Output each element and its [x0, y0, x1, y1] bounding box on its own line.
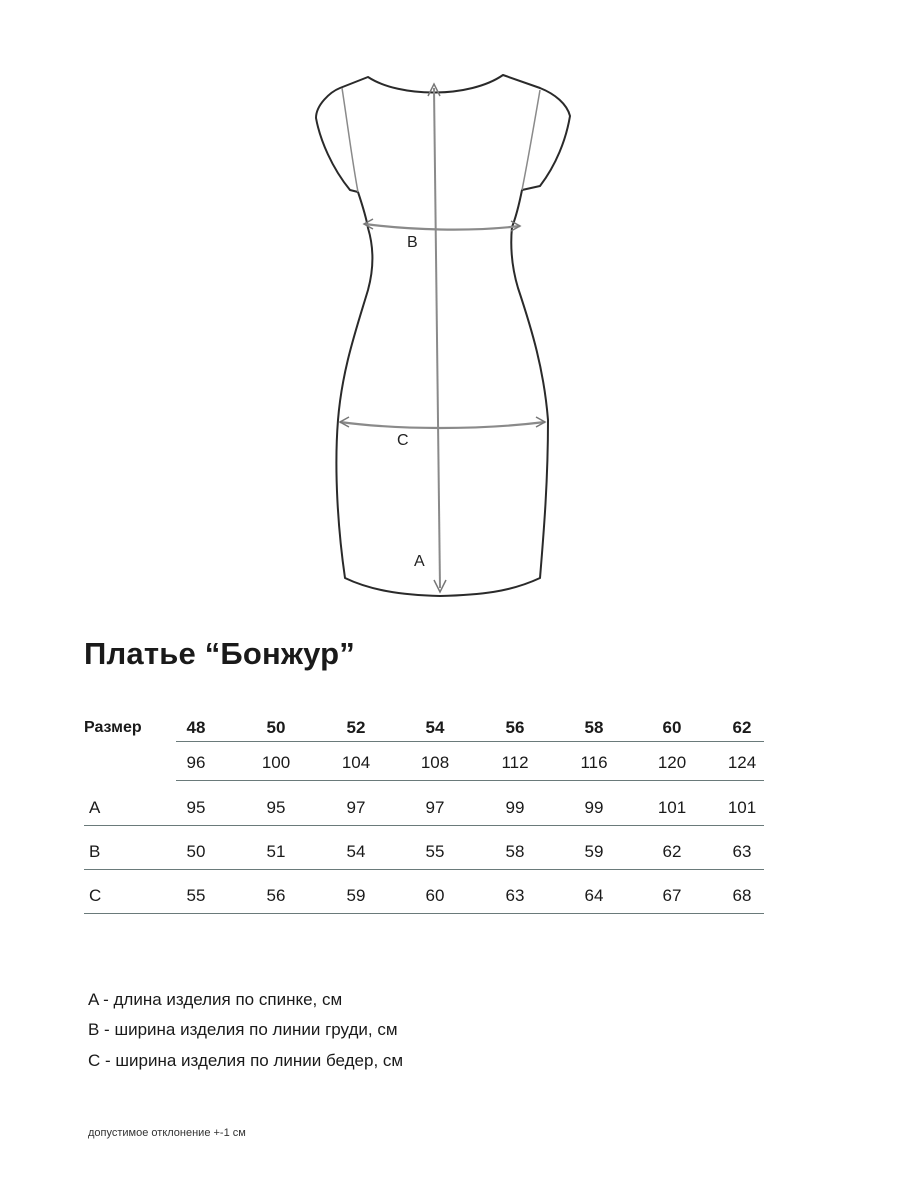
value-cell: 54 [346, 842, 366, 861]
value-cell: 101 [657, 798, 687, 817]
right-sleeve-seam [522, 90, 540, 190]
value-cell: 97 [346, 798, 366, 817]
divider [84, 825, 764, 826]
value-cell: 50 [186, 842, 206, 861]
measure-c-line [340, 422, 545, 428]
table-row-a [84, 786, 774, 830]
row-label-b: B [89, 842, 101, 861]
value-cell: 56 [266, 886, 286, 905]
divider [84, 913, 764, 914]
value-cell: 60 [425, 886, 445, 905]
measure-b-line [365, 224, 520, 230]
row-label-c: C [89, 886, 102, 905]
table-row [84, 741, 774, 785]
value-cell: 95 [186, 798, 206, 817]
size-cell: 58 [584, 718, 604, 737]
value-cell: 68 [732, 886, 752, 905]
value-cell: 67 [662, 886, 682, 905]
value-cell: 59 [584, 842, 604, 861]
label-c: C [397, 432, 409, 449]
value-cell: 58 [505, 842, 525, 861]
measure-a-line [434, 88, 440, 588]
size-cell: 52 [346, 718, 366, 737]
size-cell: 56 [505, 718, 525, 737]
legend-a: A - длина изделия по спинке, см [88, 990, 343, 1009]
value-cell: 64 [584, 886, 604, 905]
size-cell: 50 [266, 718, 286, 737]
left-sleeve-seam [342, 88, 358, 192]
bust-cell: 116 [580, 753, 608, 772]
value-cell: 62 [662, 842, 682, 861]
bust-cell: 108 [420, 753, 450, 772]
bust-cell: 100 [261, 753, 291, 772]
tolerance-note: допустимое отклонение +-1 см [88, 1127, 246, 1139]
bust-cell: 112 [501, 753, 529, 772]
label-b: B [407, 234, 418, 251]
divider [176, 780, 764, 781]
page-title: Платье “Бонжур” [84, 636, 355, 671]
value-cell: 99 [584, 798, 604, 817]
value-cell: 101 [727, 798, 757, 817]
dress-outline [316, 75, 570, 596]
size-cell: 48 [186, 718, 206, 737]
value-cell: 55 [425, 842, 445, 861]
label-a: A [414, 553, 425, 570]
value-cell: 59 [346, 886, 366, 905]
value-cell: 51 [266, 842, 286, 861]
value-cell: 63 [505, 886, 525, 905]
header-label: Размер [84, 719, 142, 736]
value-cell: 97 [425, 798, 445, 817]
dress-diagram [300, 60, 600, 600]
bust-cell: 104 [341, 753, 371, 772]
size-cell: 60 [662, 718, 682, 737]
value-cell: 95 [266, 798, 286, 817]
value-cell: 63 [732, 842, 752, 861]
bust-cell: 96 [186, 753, 206, 772]
row-label-a: A [89, 798, 101, 817]
value-cell: 55 [186, 886, 206, 905]
legend-c: C - ширина изделия по линии бедер, см [88, 1051, 404, 1070]
size-table [84, 706, 774, 905]
bust-cell: 120 [657, 753, 687, 772]
divider [84, 869, 764, 870]
legend-b: B - ширина изделия по линии груди, см [88, 1020, 398, 1039]
table-row-b [84, 830, 774, 874]
bust-cell: 124 [727, 753, 757, 772]
table-row-c [84, 874, 774, 918]
size-cell: 62 [732, 718, 752, 737]
value-cell: 99 [505, 798, 525, 817]
size-cell: 54 [425, 718, 445, 737]
